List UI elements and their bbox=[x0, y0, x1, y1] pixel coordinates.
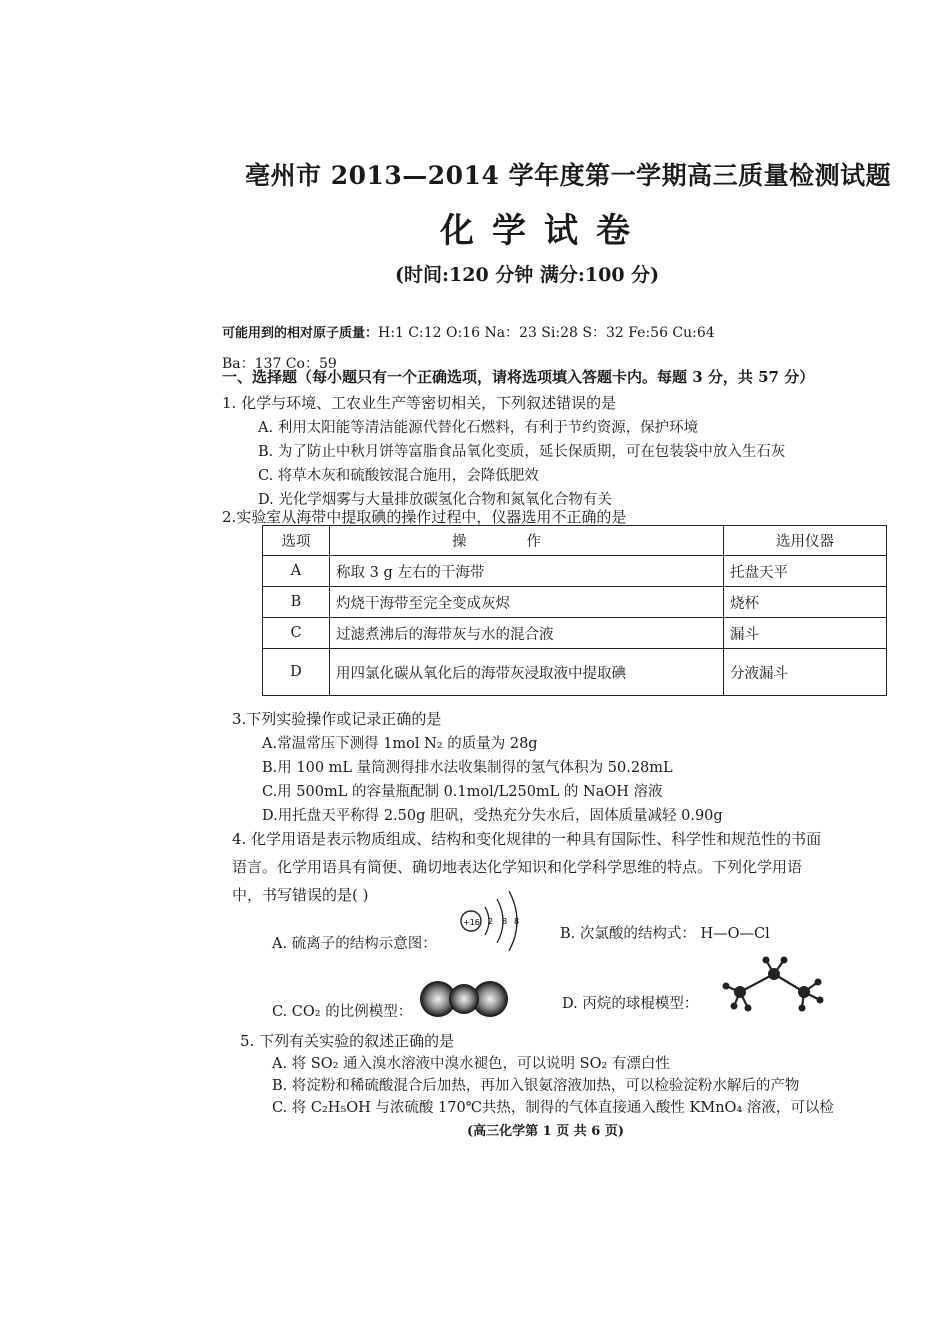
sulfur-ion-structure-diagram bbox=[455, 885, 535, 957]
table-cell-operation: 称取 3 g 左右的干海带 bbox=[330, 556, 724, 587]
q4-option-d: D. 丙烷的球棍模型： bbox=[562, 996, 699, 1012]
q4-option-c: C. CO₂ 的比例模型： bbox=[272, 1004, 413, 1020]
atomic-masses-values: H:1 C:12 O:16 Na：23 Si:28 S：32 Fe:56 Cu:64 bbox=[378, 325, 715, 341]
table-cell-option: A bbox=[263, 556, 330, 587]
table-cell-instrument: 托盘天平 bbox=[724, 556, 887, 587]
table-header-row bbox=[263, 526, 887, 556]
exam-time-info: (时间:120 分钟 满分:100 分) bbox=[395, 264, 660, 286]
shell-count-1: 2 bbox=[488, 917, 494, 926]
q2-table bbox=[262, 525, 887, 696]
q1-option-b: B. 为了防止中秋月饼等富脂食品氧化变质，延长保质期，可在包装袋中放入生石灰 bbox=[258, 444, 786, 460]
q1-stem: 1. 化学与环境、工农业生产等密切相关，下列叙述错误的是 bbox=[222, 394, 617, 412]
table-cell-option: D bbox=[263, 649, 330, 696]
table-row bbox=[263, 587, 887, 618]
section1-heading: 一、选择题（每小题只有一个正确选项，请将选项填入答题卡内。每题 3 分，共 57 分） bbox=[222, 368, 815, 386]
q4-option-b: B. 次氯酸的结构式： H—O—Cl bbox=[560, 926, 770, 942]
q5-stem: 5. 下列有关实验的叙述正确的是 bbox=[240, 1032, 455, 1050]
table-row bbox=[263, 618, 887, 649]
q3-option-b: B.用 100 mL 量筒测得排水法收集制得的氢气体积为 50.28mL bbox=[262, 760, 673, 776]
carbon-atom-3 bbox=[798, 986, 810, 998]
q4-option-a: A. 硫离子的结构示意图： bbox=[272, 936, 437, 952]
table-cell-instrument: 分液漏斗 bbox=[724, 649, 887, 696]
co2-space-filling-model bbox=[418, 978, 510, 1020]
q1-option-c: C. 将草木灰和硫酸铵混合施用，会降低肥效 bbox=[258, 468, 539, 484]
q3-option-c: C.用 500mL 的容量瓶配制 0.1mol/L250mL 的 NaOH 溶液 bbox=[262, 784, 663, 800]
propane-ball-stick-model bbox=[718, 952, 833, 1016]
table-header-option: 选项 bbox=[263, 526, 330, 556]
nucleus-charge: +16 bbox=[463, 918, 480, 927]
q4-stem-line2: 语言。化学用语具有简便、确切地表达化学知识和化学科学思维的特点。下列化学用语 bbox=[232, 858, 803, 876]
table-header-operation: 操作 bbox=[330, 526, 724, 556]
atomic-masses-line2: Ba：137 Co：59 bbox=[222, 356, 337, 372]
q5-option-c: C. 将 C₂H₅OH 与浓硫酸 170℃共热，制得的气体直接通入酸性 KMnO₄ 溶液，可以检 bbox=[272, 1100, 834, 1116]
table-row bbox=[263, 556, 887, 587]
carbon-atom-1 bbox=[734, 986, 746, 998]
exam-subject: 化学试卷 bbox=[440, 211, 648, 251]
table-header-instrument: 选用仪器 bbox=[724, 526, 887, 556]
table-cell-operation: 用四氯化碳从氧化后的海带灰浸取液中提取碘 bbox=[330, 649, 724, 696]
q5-option-a: A. 将 SO₂ 通入溴水溶液中溴水褪色，可以说明 SO₂ 有漂白性 bbox=[272, 1056, 670, 1072]
carbon-atom bbox=[449, 984, 479, 1014]
q3-option-d: D.用托盘天平称得 2.50g 胆矾，受热充分失水后，固体质量减轻 0.90g bbox=[262, 808, 723, 824]
table-cell-option: C bbox=[263, 618, 330, 649]
exam-title: 亳州市 2013—2014 学年度第一学期高三质量检测试题 bbox=[245, 161, 892, 190]
q2-stem: 2.实验室从海带中提取碘的操作过程中，仪器选用不正确的是 bbox=[222, 508, 627, 526]
q5-option-b: B. 将淀粉和稀硫酸混合后加热，再加入银氨溶液加热，可以检验淀粉水解后的产物 bbox=[272, 1078, 800, 1094]
q1-option-d: D. 光化学烟雾与大量排放碳氢化合物和氮氧化合物有关 bbox=[258, 492, 612, 508]
shell-count-2: 8 bbox=[502, 917, 508, 926]
table-cell-option: B bbox=[263, 587, 330, 618]
q1-option-a: A. 利用太阳能等清洁能源代替化石燃料，有利于节约资源，保护环境 bbox=[258, 420, 699, 436]
atomic-masses-line1 bbox=[222, 322, 715, 342]
table-cell-operation: 灼烧干海带至完全变成灰烬 bbox=[330, 587, 724, 618]
q3-option-a: A.常温常压下测得 1mol N₂ 的质量为 28g bbox=[262, 736, 538, 752]
table-cell-instrument: 烧杯 bbox=[724, 587, 887, 618]
carbon-atom-2 bbox=[768, 968, 780, 980]
atomic-masses-label: 可能用到的相对原子质量： bbox=[222, 326, 379, 341]
table-cell-instrument: 漏斗 bbox=[724, 618, 887, 649]
page-footer: (高三化学第 1 页 共 6 页) bbox=[467, 1124, 625, 1139]
table-cell-operation: 过滤煮沸后的海带灰与水的混合液 bbox=[330, 618, 724, 649]
table-row bbox=[263, 649, 887, 696]
q4-stem-line1: 4. 化学用语是表示物质组成、结构和变化规律的一种具有国际性、科学性和规范性的书面 bbox=[232, 830, 822, 848]
shell-count-3: 8 bbox=[514, 917, 520, 926]
q4-stem-line3: 中，书写错误的是( ) bbox=[232, 886, 369, 904]
q3-stem: 3.下列实验操作或记录正确的是 bbox=[232, 710, 442, 728]
